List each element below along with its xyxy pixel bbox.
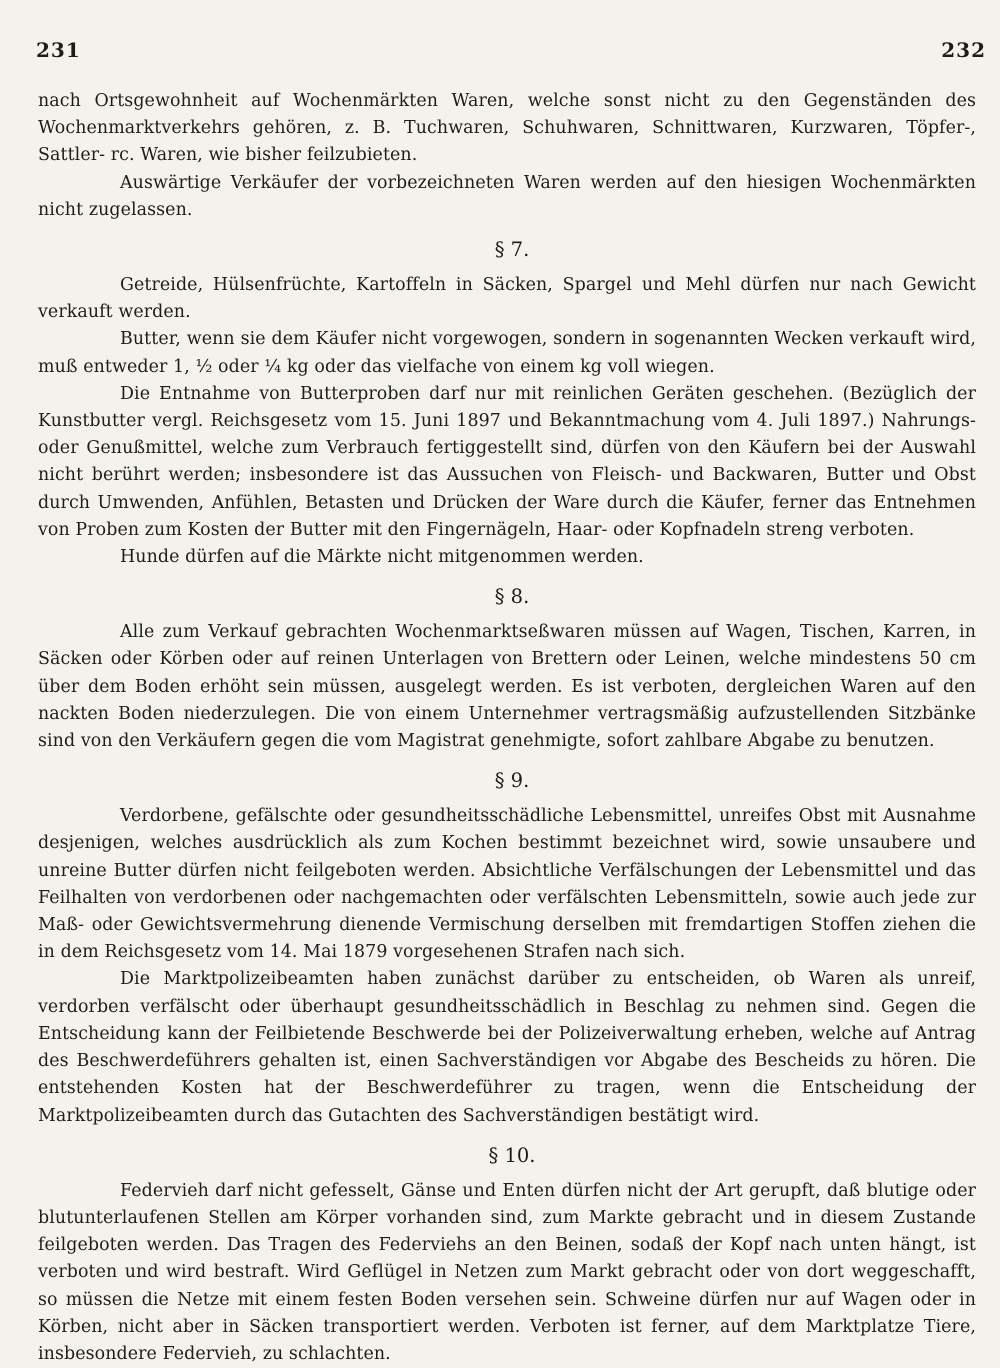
paragraph: Auswärtige Verkäufer der vorbezeichneten Waren werden auf den hiesigen Wochenmärkten nicht zugelassen. bbox=[38, 172, 976, 220]
page-number-right: 232 bbox=[941, 38, 986, 62]
section-heading-7: § 7. bbox=[494, 238, 530, 262]
paragraph: Butter, wenn sie dem Käufer nicht vorgewogen, sondern in sogenannten Wecken verkauft wird, muß entweder 1, ½ oder ¼ kg oder das vielfache von einem kg voll wiegen. bbox=[38, 329, 976, 377]
paragraph: Die Entnahme von Butterproben darf nur mit reinlichen Geräten geschehen. (Bezüglich der Kunstbutter vergl. Reichsgesetz vom 15. Juni 1897 und Bekanntmachung vom 4. Juli 1897.) Nahrungs- oder Genußmittel, welche zum Verbrauch fertiggestellt sind, dürfen von den Käufern bei der Auswahl nicht berührt werden; insbesondere ist das Aussuchen von Fleisch- und Backwaren, Butter und Obst durch Umwenden, Anfühlen, Betasten und Drücken der Ware durch die Käufer, ferner das Entnehmen von Proben zum Kosten der Butter mit den Fingernägeln, Haar- oder Kopfnadeln streng verboten. bbox=[38, 383, 976, 540]
paragraph: Verdorbene, gefälschte oder gesundheitsschädliche Lebensmittel, unreifes Obst mit Ausnahme desjenigen, welches ausdrücklich als zum Kochen bestimmt bezeichnet wird, sowie unsaubere und unreine Butter dürfen nicht feilgeboten werden. Absichtliche Verfälschungen der Lebensmittel und das Feilhalten von verdorbenen oder nachgemachten oder verfälschten Lebensmitteln, sowie auch jede zur Maß- oder Gewichtsvermehrung dienende Vermischung derselben mit fremdartigen Stoffen ziehen die in dem Reichsgesetz vom 14. Mai 1879 vorgesehenen Strafen nach sich. bbox=[38, 806, 976, 963]
section-heading-8: § 8. bbox=[494, 585, 530, 609]
section-heading-9: § 9. bbox=[494, 769, 530, 793]
section-heading-10: § 10. bbox=[488, 1143, 536, 1167]
paragraph-continuation: nach Ortsgewohnheit auf Wochenmärkten Waren, welche sonst nicht zu den Gegenständen des Wochenmarktverkehrs gehören, z. B. Tuchwaren, Schuhwaren, Schnittwaren, Kurzwaren, Töpfer-, Sattler- rc. Waren, wie bisher feilzubieten. bbox=[38, 91, 976, 166]
page-number-left: 231 bbox=[36, 38, 81, 62]
document-body bbox=[38, 88, 976, 1368]
paragraph: Die Marktpolizeibeamten haben zunächst darüber zu entscheiden, ob Waren als unreif, verdorben verfälscht oder überhaupt gesundheitsschädlich in Beschlag zu nehmen sind. Gegen die Entscheidung kann der Feilbietende Beschwerde bei der Polizeiverwaltung erheben, welche auf Antrag des Beschwerdeführers gehalten ist, einen Sachverständigen vor Abgabe des Bescheids zu hören. Die entstehenden Kosten hat der Beschwerdeführer zu tragen, wenn die Entscheidung der Marktpolizeibeamten durch das Gutachten des Sachverständigen bestätigt wird. bbox=[38, 969, 976, 1126]
paragraph: Hunde dürfen auf die Märkte nicht mitgenommen werden. bbox=[120, 547, 644, 568]
paragraph: Alle zum Verkauf gebrachten Wochenmarktseßwaren müssen auf Wagen, Tischen, Karren, in Säcken oder Körben oder auf reinen Unterlagen von Brettern oder Leinen, welche mindestens 50 cm über dem Boden erhöht sein müssen, ausgelegt werden. Es ist verboten, dergleichen Waren auf den nackten Boden niederzulegen. Die von einem Unternehmer vertragsmäßig aufzustellenden Sitzbänke sind von den Verkäufern gegen die vom Magistrat genehmigte, sofort zahlbare Abgabe zu benutzen. bbox=[38, 622, 976, 752]
paragraph: Federvieh darf nicht gefesselt, Gänse und Enten dürfen nicht der Art gerupft, daß blutige oder blutunterlaufenen Stellen am Körper vorhanden sind, zum Markte gebracht und in diesem Zustande feilgeboten werden. Das Tragen des Federviehs an den Beinen, sodaß der Kopf nach unten hängt, ist verboten und wird bestraft. Wird Geflügel in Netzen zum Markt gebracht oder von dort weggeschafft, so müssen die Netze mit einem festen Boden versehen sein. Schweine dürfen nur auf Wagen oder in Körben, nicht aber in Säcken transportiert werden. Verboten ist ferner, auf dem Marktplatze Tiere, insbesondere Federvieh, zu schlachten. bbox=[38, 1180, 976, 1364]
paragraph: Getreide, Hülsenfrüchte, Kartoffeln in Säcken, Spargel und Mehl dürfen nur nach Gewicht verkauft werden. bbox=[38, 275, 976, 323]
